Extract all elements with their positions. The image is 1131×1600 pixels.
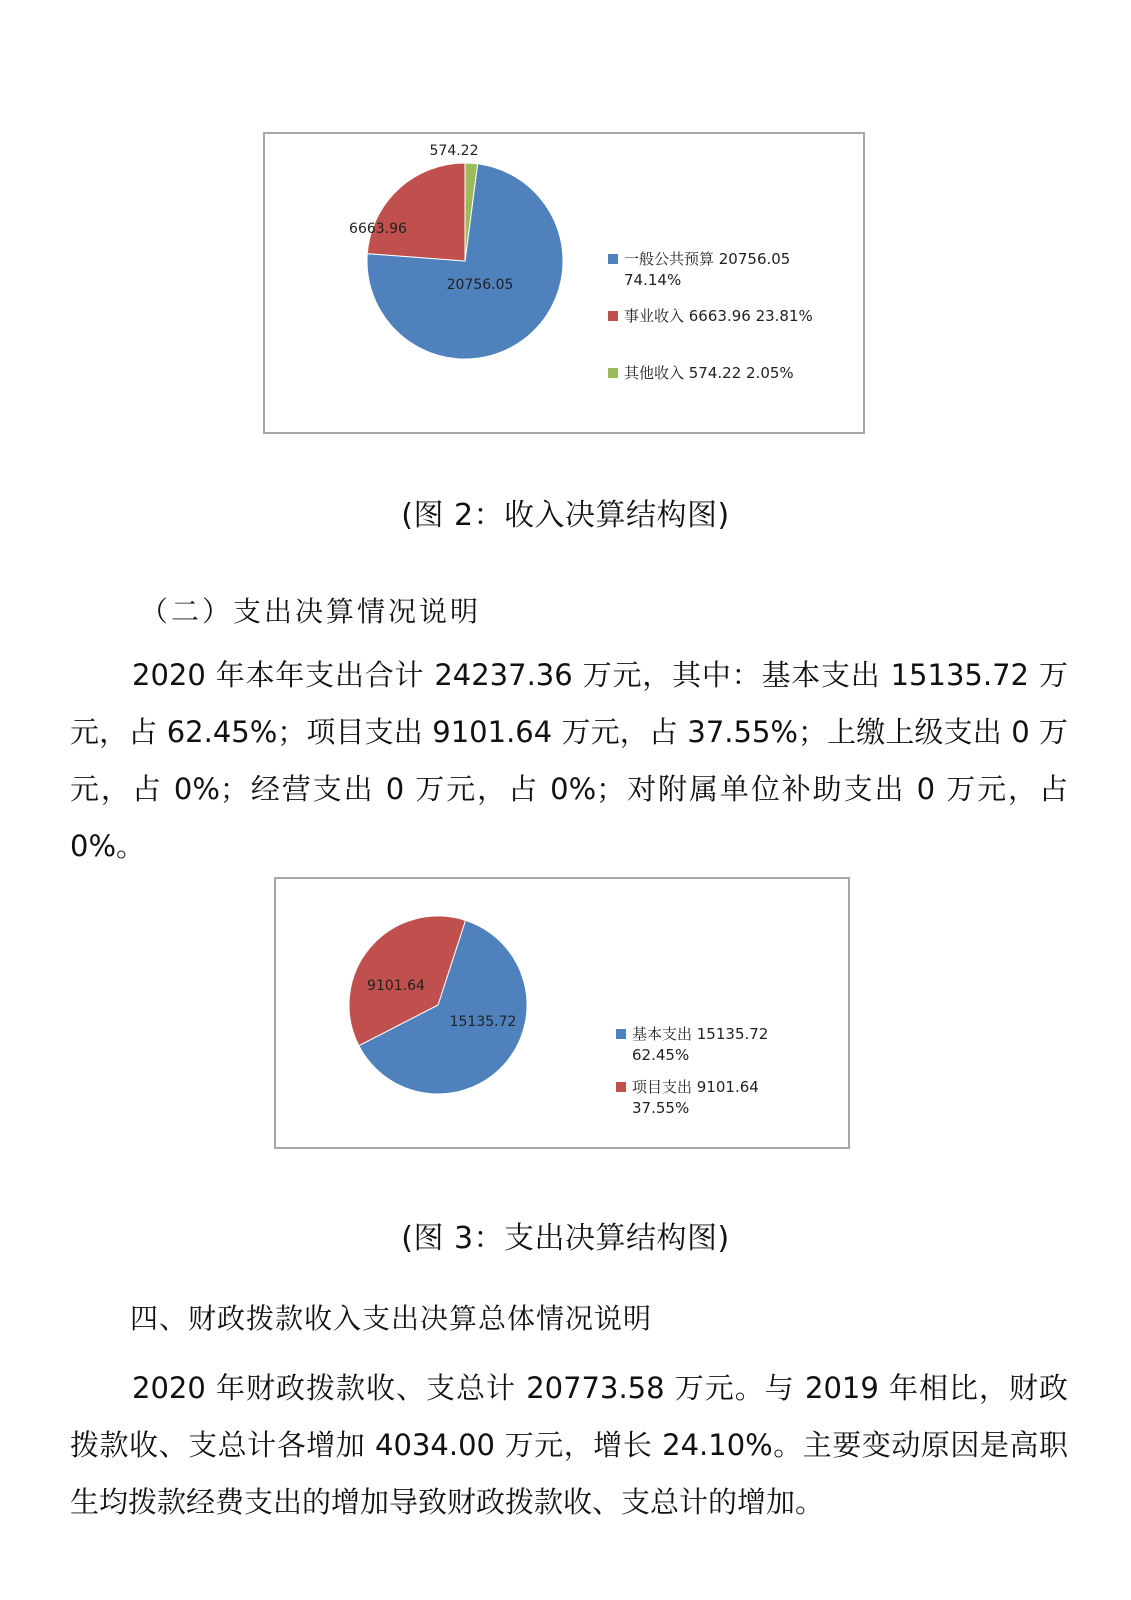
income-legend-swatch-2 <box>608 368 618 378</box>
income-legend-label-1: 事业收入 6663.96 23.81% <box>624 307 813 325</box>
income-legend-label-2: 其他收入 574.22 2.05% <box>624 364 794 382</box>
expense-legend-swatch-1 <box>616 1082 626 1092</box>
expense-legend-pct-0: 62.45% <box>632 1046 690 1064</box>
income-legend-item-2 <box>608 363 794 384</box>
income-legend-swatch-0 <box>608 254 618 264</box>
expense-data-label-0: 15135.72 <box>449 1014 517 1030</box>
expense-legend-label-0: 基本支出 15135.72 <box>632 1025 769 1043</box>
expense-legend-item-0 <box>616 1024 768 1066</box>
expense-legend-pct-1: 37.55% <box>632 1099 690 1117</box>
income-data-label-2: 574.22 <box>429 143 479 159</box>
expense-legend-label-1: 项目支出 9101.64 <box>632 1078 759 1096</box>
income-legend-item-0 <box>608 249 790 291</box>
expense-legend-item-1 <box>616 1077 759 1119</box>
income-legend-item-1 <box>608 306 813 327</box>
income-legend-label-0: 一般公共预算 20756.05 <box>624 250 791 268</box>
expense-data-label-1: 9101.64 <box>367 978 425 994</box>
expense-section-heading: （二）支出决算情况说明 <box>140 595 482 628</box>
income-data-label-1: 6663.96 <box>349 221 407 237</box>
income-legend-swatch-1 <box>608 311 618 321</box>
expense-paragraph: 2020 年本年支出合计 24237.36 万元，其中：基本支出 15135.72 万元，占 62.45%；项目支出 9101.64 万元，占 37.55%；上缴上级支出 0 万元，占 0%；经营支出 0 万元，占 0%；对附属单位补助支出 0 万元，占 0%。 <box>70 658 1068 863</box>
income-data-label-0: 20756.05 <box>446 277 514 293</box>
income-chart-caption: (图 2：收入决算结构图) <box>401 498 730 533</box>
income-slice-1 <box>367 163 465 261</box>
fiscal-section-heading: 四、财政拨款收入支出决算总体情况说明 <box>130 1302 653 1335</box>
expense-chart-caption: (图 3：支出决算结构图) <box>401 1221 730 1256</box>
income-pie-chart <box>263 132 865 434</box>
expense-pie-chart <box>274 877 850 1149</box>
expense-legend-swatch-0 <box>616 1029 626 1039</box>
fiscal-paragraph: 2020 年财政拨款收、支总计 20773.58 万元。与 2019 年相比，财政拨款收、支总计各增加 4034.00 万元，增长 24.10%。主要变动原因是高职生均拨款经费支出的增加导致财政拨款收、支总计的增加。 <box>70 1371 1068 1519</box>
expense-pie-svg <box>276 879 848 1147</box>
income-legend-pct-0: 74.14% <box>624 271 682 289</box>
